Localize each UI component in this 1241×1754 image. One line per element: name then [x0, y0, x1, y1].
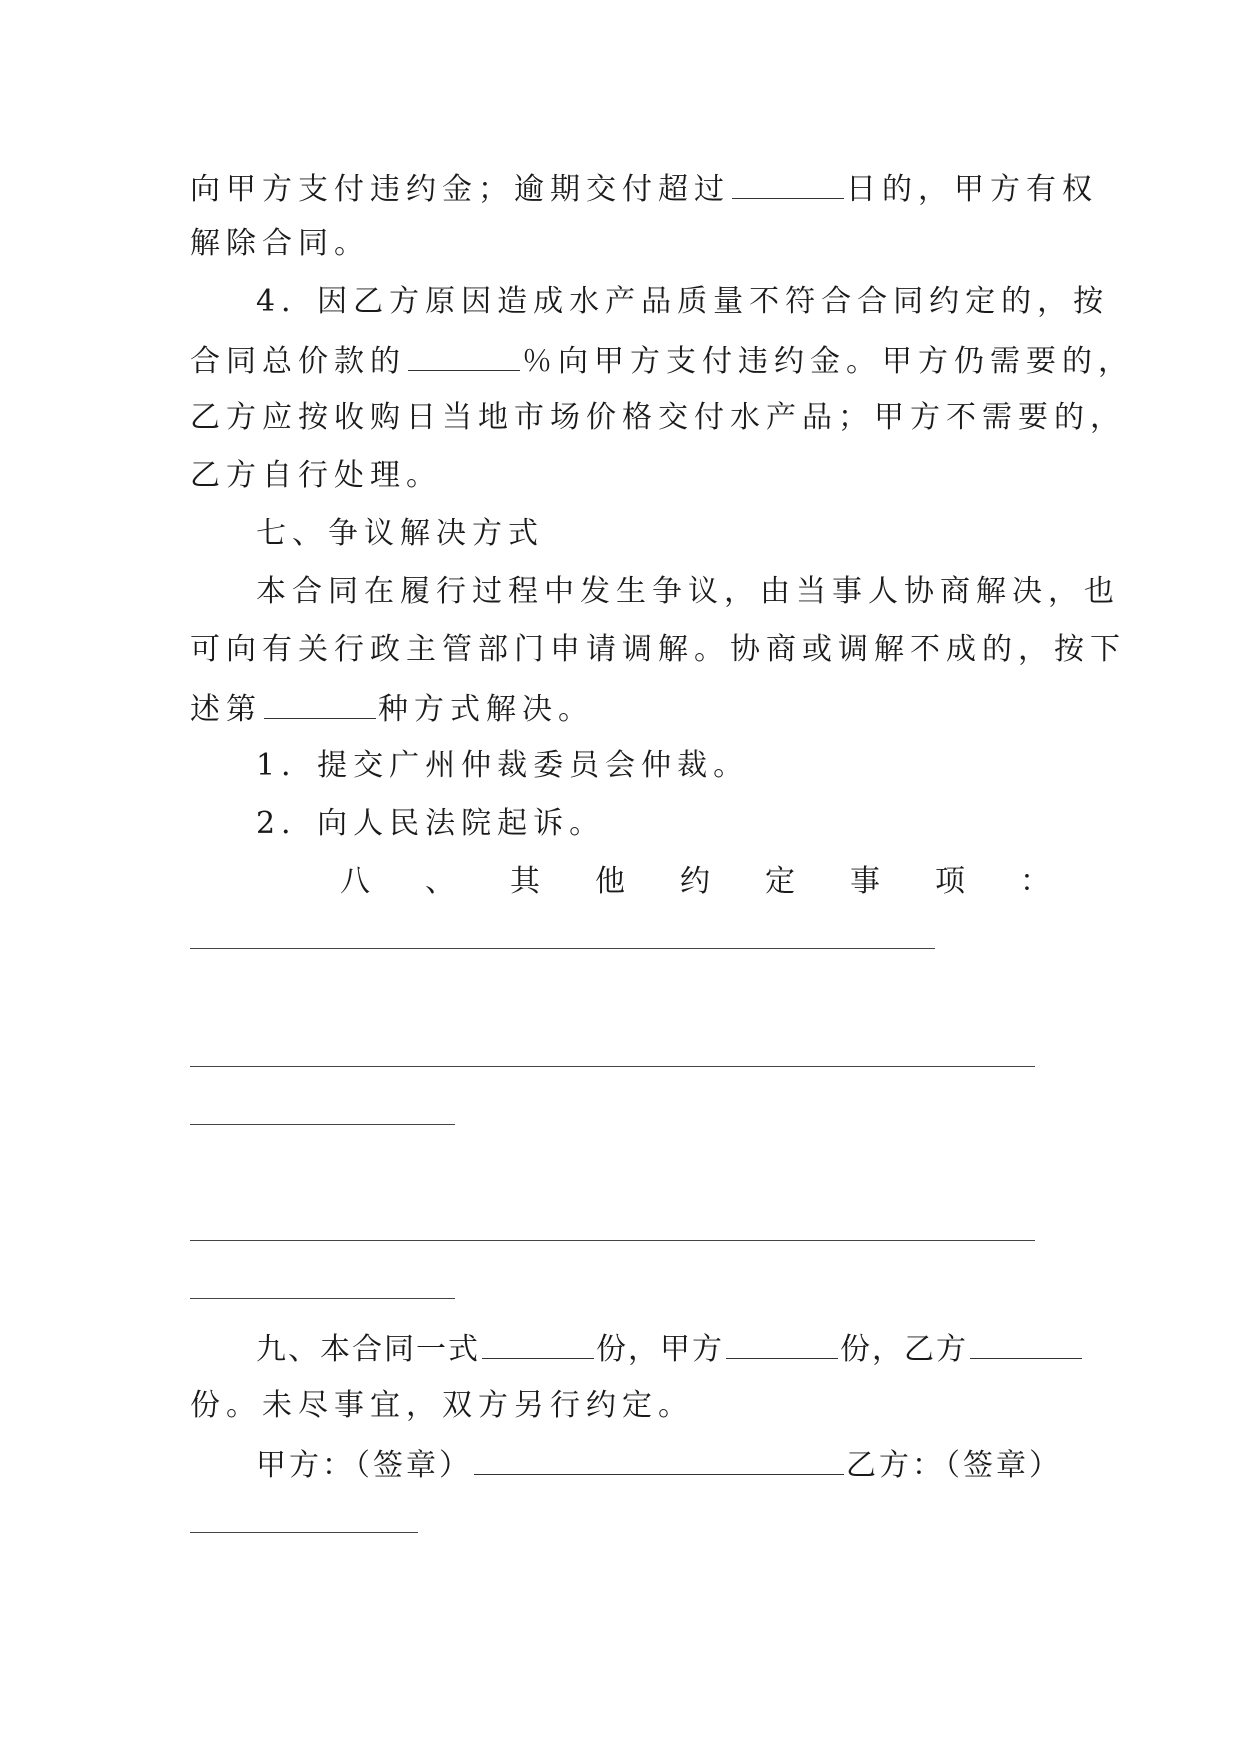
blank-field[interactable] — [732, 168, 844, 199]
party-b-signature-label: 乙方：（签章） — [846, 1448, 1062, 1483]
signature-blank[interactable] — [474, 1444, 844, 1475]
heading-char: ： — [1020, 864, 1050, 899]
blank-field[interactable] — [264, 688, 376, 719]
blank-rule[interactable] — [190, 948, 935, 949]
text: 份，甲方 — [596, 1332, 724, 1367]
blank-field[interactable] — [408, 340, 520, 371]
paragraph-line — [190, 688, 1060, 730]
paragraph-line: 乙方自行处理。 — [190, 458, 442, 493]
blank-rule[interactable] — [190, 1124, 455, 1125]
text: 向甲方支付违约金；逾期交付超过 — [190, 172, 730, 207]
signature-blank[interactable] — [190, 1532, 418, 1533]
option-1: 1．提交广州仲裁委员会仲裁。 — [256, 748, 750, 783]
paragraph-line: 解除合同。 — [190, 226, 370, 261]
paragraph-line — [190, 340, 1134, 382]
text: 种方式解决。 — [378, 692, 594, 727]
text: ％向甲方支付违约金。甲方仍需要的， — [522, 344, 1134, 379]
party-a-signature-label: 甲方：（签章） — [256, 1448, 472, 1483]
blank-rule[interactable] — [190, 1066, 1035, 1067]
paragraph-line: 份。未尽事宜，双方另行约定。 — [190, 1388, 694, 1423]
heading-char: 、 — [425, 864, 455, 899]
clause-9 — [256, 1328, 1126, 1370]
paragraph-line — [190, 168, 1098, 210]
option-2: 2．向人民法院起诉。 — [256, 806, 606, 841]
heading-char: 项 — [935, 864, 965, 899]
heading-char: 事 — [850, 864, 880, 899]
heading-char: 其 — [510, 864, 540, 899]
heading-char: 约 — [680, 864, 710, 899]
text: 份，乙方 — [840, 1332, 968, 1367]
text: 述第 — [190, 692, 262, 727]
paragraph-line: 本合同在履行过程中发生争议，由当事人协商解决，也 — [256, 574, 1120, 609]
section-heading-8 — [340, 862, 1050, 902]
text: 九、本合同一式 — [256, 1332, 480, 1367]
paragraph-line: 乙方应按收购日当地市场价格交付水产品；甲方不需要的， — [190, 400, 1126, 435]
signature-line — [256, 1444, 1126, 1486]
section-heading-7: 七、争议解决方式 — [256, 516, 544, 551]
heading-char: 八 — [340, 864, 370, 899]
heading-char: 定 — [765, 864, 795, 899]
blank-field[interactable] — [726, 1328, 838, 1359]
blank-field[interactable] — [482, 1328, 594, 1359]
paragraph-line: 可向有关行政主管部门申请调解。协商或调解不成的，按下 — [190, 632, 1126, 667]
blank-field[interactable] — [970, 1328, 1082, 1359]
blank-rule[interactable] — [190, 1298, 455, 1299]
heading-char: 他 — [595, 864, 625, 899]
text: 合同总价款的 — [190, 344, 406, 379]
clause-4: 4．因乙方原因造成水产品质量不符合合同约定的，按 — [256, 284, 1110, 319]
text: 日的，甲方有权 — [846, 172, 1098, 207]
blank-rule[interactable] — [190, 1240, 1035, 1241]
